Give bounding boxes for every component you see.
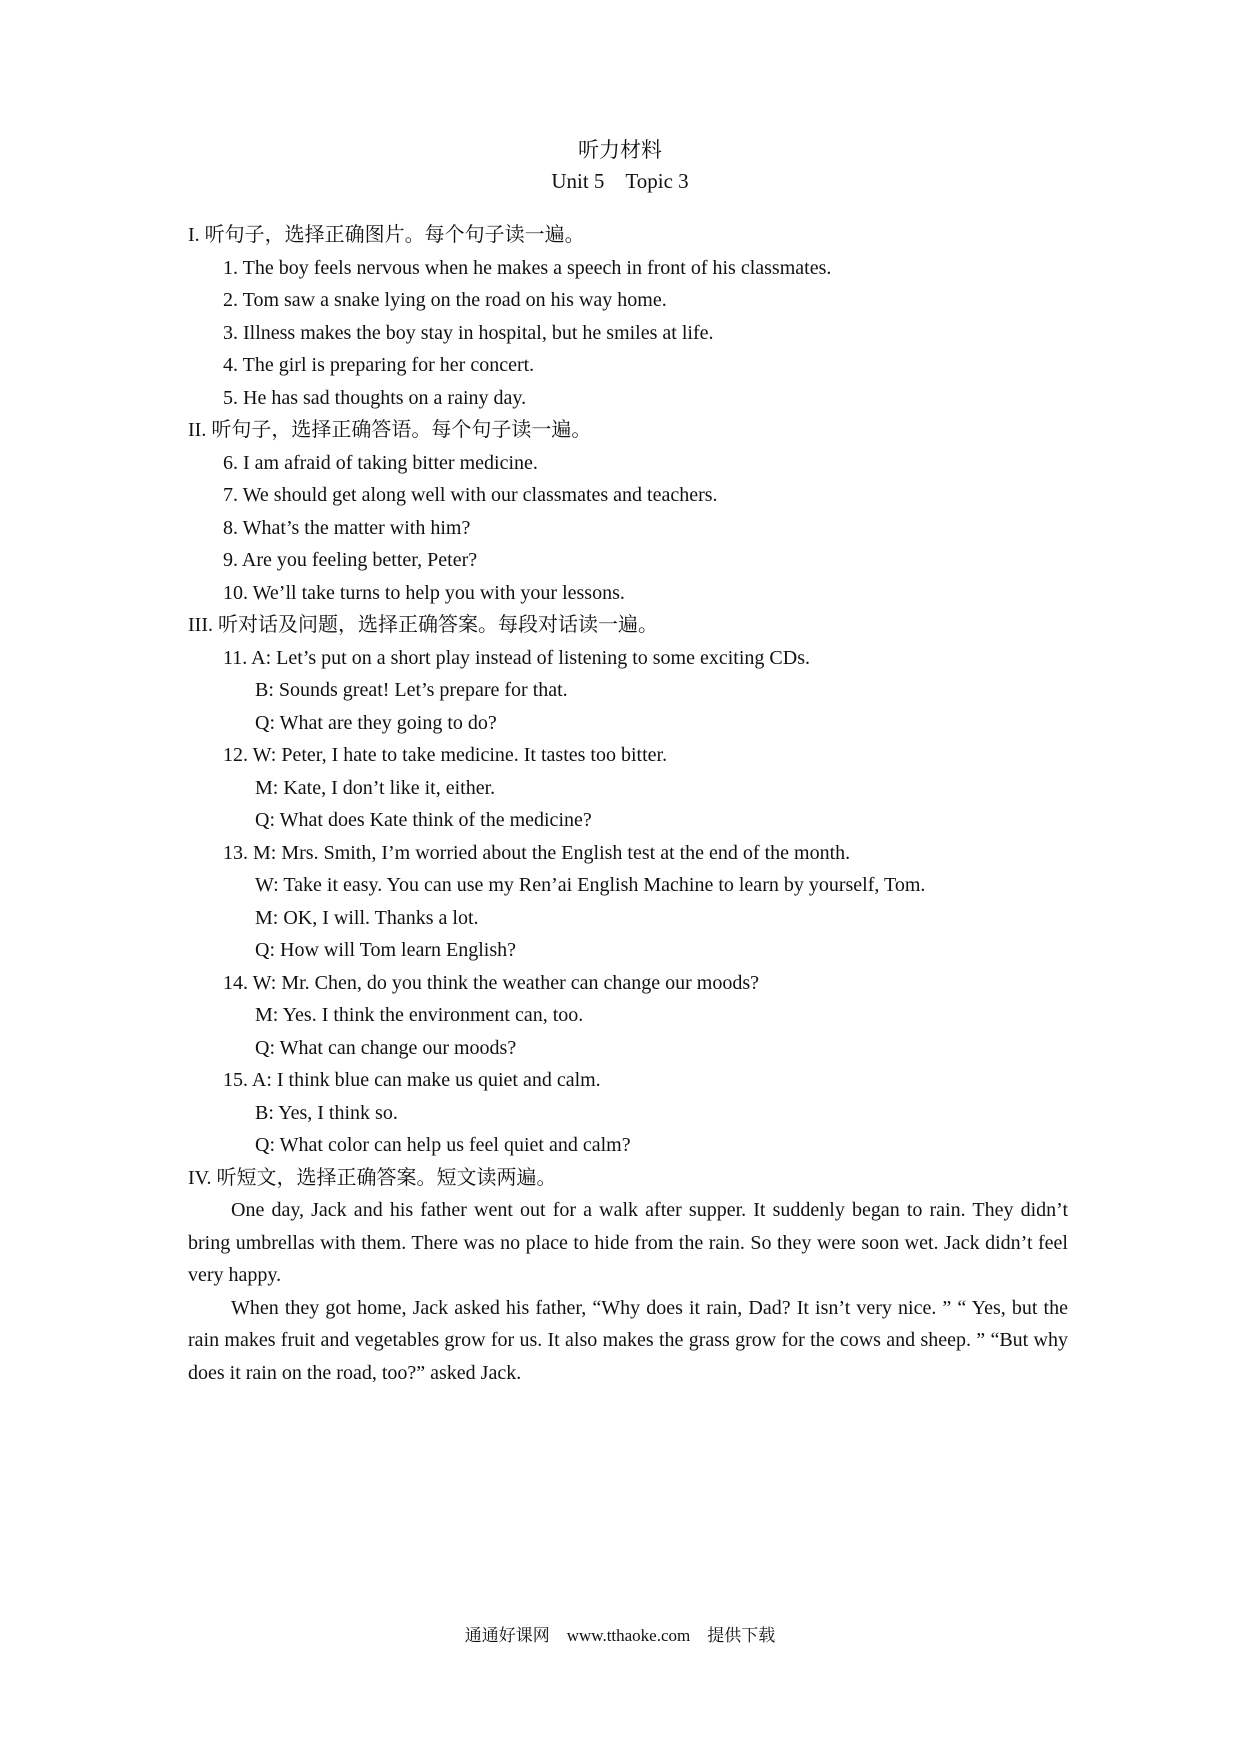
section-heading: I. 听句子，选择正确图片。每个句子读一遍。 (188, 224, 585, 246)
section-heading: IV. 听短文，选择正确答案。短文读两遍。 (188, 1166, 557, 1189)
question-item: 8. What’s the matter with him? (223, 516, 471, 539)
dialogue-line: W: Take it easy. You can use my Ren’ai English Machine to learn by yourself, Tom. (255, 874, 926, 896)
section-heading: III. 听对话及问题，选择正确答案。每段对话读一遍。 (188, 614, 658, 636)
dialogue-line: Q: What are they going to do? (255, 711, 497, 734)
dialogue-line: M: Yes. I think the environment can, too. (255, 1004, 584, 1026)
question-item: 11. A: Let’s put on a short play instead of listening to some exciting CDs. (223, 646, 810, 669)
passage-paragraph: One day, Jack and his father went out for a walk after supper. It suddenly began to rain. They didn’t bring umbrellas with them. There was no place to hide from the rain. So they were soon wet. Jack didn’t feel very happy. (188, 1199, 1068, 1286)
question-item: 7. We should get along well with our classmates and teachers. (223, 484, 718, 506)
question-item: 6. I am afraid of taking bitter medicine. (223, 451, 538, 474)
question-item: 10. We’ll take turns to help you with your lessons. (223, 581, 625, 604)
question-item: 3. Illness makes the boy stay in hospital, but he smiles at life. (223, 321, 714, 344)
dialogue-line: M: Kate, I don’t like it, either. (255, 776, 496, 799)
question-item: 12. W: Peter, I hate to take medicine. It tastes too bitter. (223, 744, 668, 766)
question-item: 1. The boy feels nervous when he makes a speech in front of his classmates. (223, 256, 832, 279)
question-item: 9. Are you feeling better, Peter? (223, 549, 478, 571)
question-item: 13. M: Mrs. Smith, I’m worried about the English test at the end of the month. (223, 841, 851, 864)
dialogue-line: Q: How will Tom learn English? (255, 939, 516, 961)
dialogue-line: B: Sounds great! Let’s prepare for that. (255, 679, 568, 701)
dialogue-line: M: OK, I will. Thanks a lot. (255, 906, 479, 929)
page-subtitle: Unit 5 Topic 3 (551, 169, 689, 193)
question-item: 5. He has sad thoughts on a rainy day. (223, 386, 527, 409)
footer-credit: 通通好课网 www.tthaoke.com 提供下载 (464, 1626, 776, 1645)
dialogue-line: Q: What does Kate think of the medicine? (255, 809, 592, 831)
question-item: 15. A: I think blue can make us quiet and calm. (223, 1069, 601, 1091)
question-item: 4. The girl is preparing for her concert. (223, 354, 535, 376)
passage-paragraph: When they got home, Jack asked his father, “Why does it rain, Dad? It isn’t very nice. ” “ Yes, but the rain makes fruit and vegetables grow for us. It also makes the grass grow for the cows and sheep. ” “But why does it rain on the road, too?” asked Jack. (188, 1296, 1068, 1384)
dialogue-line: B: Yes, I think so. (255, 1101, 398, 1124)
section-heading: II. 听句子，选择正确答语。每个句子读一遍。 (188, 419, 592, 441)
listening-material-body (188, 219, 1068, 1389)
dialogue-line: Q: What can change our moods? (255, 1036, 517, 1059)
page-title: 听力材料 (578, 138, 662, 162)
question-item: 14. W: Mr. Chen, do you think the weather can change our moods? (223, 971, 759, 994)
dialogue-line: Q: What color can help us feel quiet and calm? (255, 1134, 631, 1156)
question-item: 2. Tom saw a snake lying on the road on his way home. (223, 289, 667, 311)
